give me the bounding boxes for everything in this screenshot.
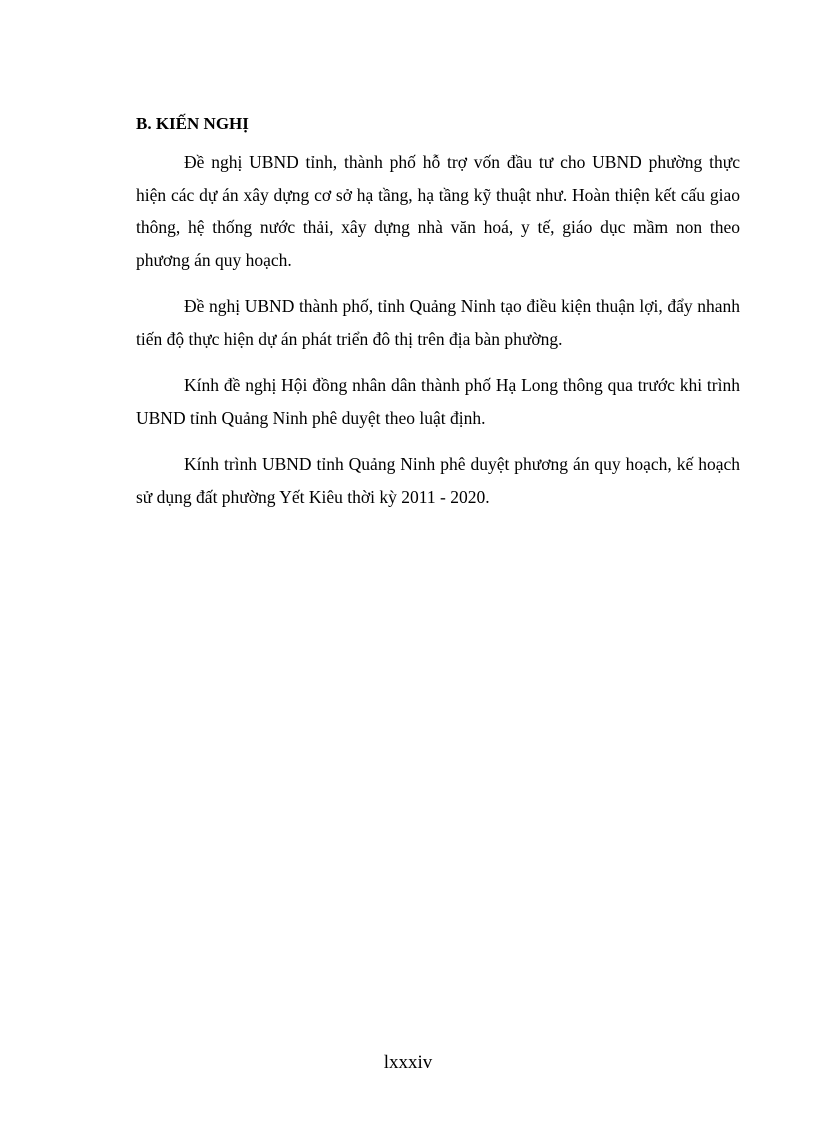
document-body <box>136 112 740 527</box>
paragraph-accelerate-project: Đề nghị UBND thành phố, tỉnh Quảng Ninh tạo điều kiện thuận lợi, đẩy nhanh tiến độ thực hiện dự án phát triển đô thị trên địa bàn phường. <box>136 296 740 349</box>
paragraph-funding-request: Đề nghị UBND tỉnh, thành phố hỗ trợ vốn đầu tư cho UBND phường thực hiện các dự án xây dựng cơ sở hạ tầng, hạ tầng kỹ thuật như. Hoàn thiện kết cấu giao thông, hệ thống nước thải, xây dựng nhà văn hoá, y tế, giáo dục mầm non theo phương án quy hoạch. <box>136 152 740 270</box>
paragraph-submission: Kính trình UBND tỉnh Quảng Ninh phê duyệt phương án quy hoạch, kế hoạch sử dụng đất phường Yết Kiêu thời kỳ 2011 - 2020. <box>136 454 740 507</box>
paragraph-council-approval: Kính đề nghị Hội đồng nhân dân thành phố Hạ Long thông qua trước khi trình UBND tỉnh Quảng Ninh phê duyệt theo luật định. <box>136 375 740 428</box>
page-number: lxxxiv <box>383 1052 433 1073</box>
section-heading: B. KIẾN NGHỊ <box>136 114 249 133</box>
